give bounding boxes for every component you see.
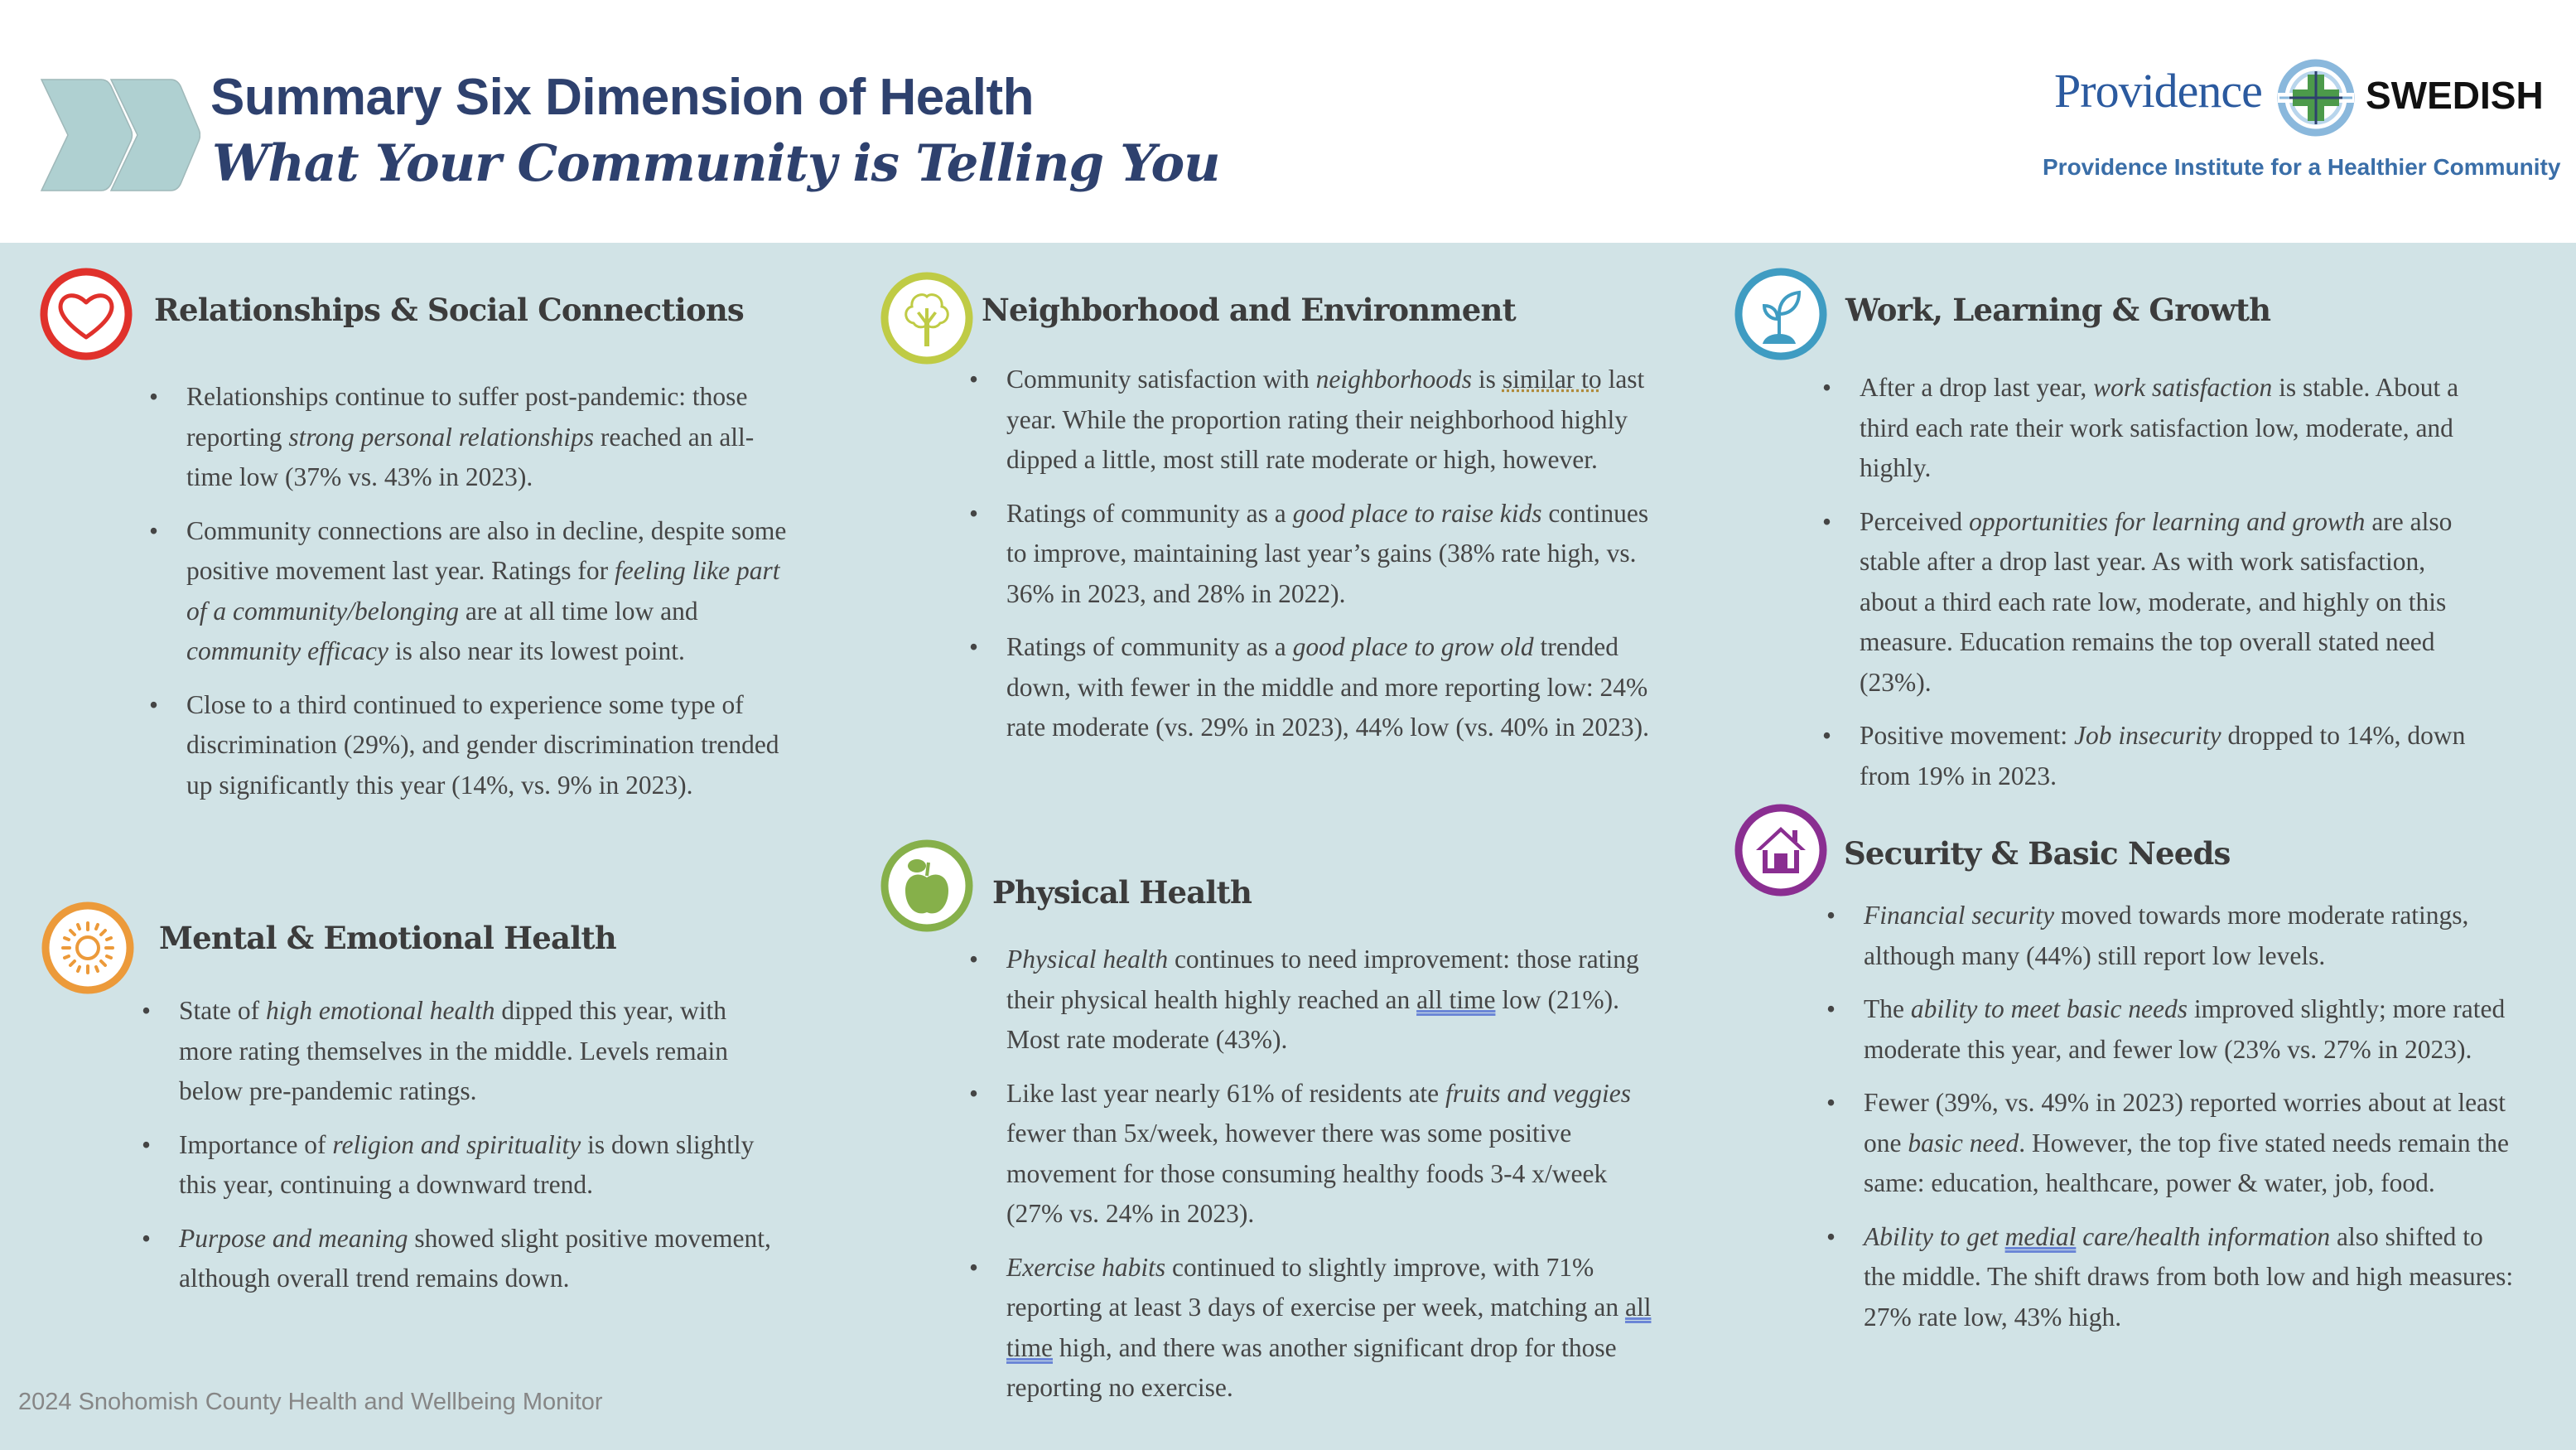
bullet-item [179, 1219, 784, 1299]
bullet-text: also shifted to the middle. The shift draws from both low and high measures: 27% rate low, 43% high. [1864, 1221, 2514, 1332]
swedish-cross-logo-icon [2276, 58, 2356, 138]
bullet-text: is stable. About a third each rate their work satisfaction low, moderate, and highly. [1860, 373, 2459, 482]
bullet-text: Community connections are also in decline, despite some positive movement last year. Ratings for [186, 515, 787, 585]
emphasized-text: Financial security [1864, 901, 2055, 930]
bullet-text: showed slight positive movement, although overall trend remains down. [179, 1223, 771, 1293]
header-banner [0, 0, 2576, 243]
bullet-item [1864, 1083, 2518, 1204]
emphasized-text: Job insecurity [2073, 721, 2221, 750]
emphasized-text: fruits and veggies [1445, 1078, 1632, 1108]
bullet-text: improved slightly; more rated moderate this year, and fewer low (23% vs. 27% in 2023). [1864, 994, 2506, 1064]
bullet-item [186, 511, 791, 672]
section-title: Neighborhood and Environment [982, 292, 1516, 328]
bullet-text: continued to slightly improve, with 71% reporting at least 3 days of exercise per week, matching an [1006, 1252, 1625, 1322]
bullet-item [186, 377, 791, 498]
bullet-text: Perceived [1860, 506, 1970, 536]
logo-swedish-text: SWEDISH [2366, 74, 2544, 117]
bullet-text: are also stable after a drop last year. As with work satisfaction, about a third each rate low, moderate, and highly on this measure. Education remains the top overall stated need (23%). [1860, 506, 2453, 697]
emphasized-text: opportunities for learning and growth [1969, 506, 2366, 536]
bullet-item [1006, 940, 1661, 1061]
bullet-item [1860, 368, 2472, 489]
emphasized-text: community efficacy [186, 636, 389, 665]
bullet-text: low (21%). Most rate moderate (43%). [1006, 984, 1620, 1054]
bullet-list [179, 991, 784, 1312]
bullet-list [1860, 368, 2472, 810]
section-title: Relationships & Social Connections [154, 292, 744, 328]
sprout-icon [1734, 268, 1827, 360]
footer-source: 2024 Snohomish County Health and Wellbeing Monitor [18, 1389, 603, 1415]
emphasized-text: Physical health [1006, 945, 1169, 974]
emphasized-text: good place to grow old [1292, 632, 1534, 661]
bullet-list [1006, 360, 1652, 761]
bullet-list [186, 377, 791, 819]
section-title: Mental & Emotional Health [159, 920, 616, 956]
bullet-text: last year. While the proportion rating their neighborhood highly dipped a little, most still rate moderate or high, however. [1006, 365, 1645, 474]
bullet-item [1864, 896, 2518, 976]
bullet-text: dipped this year, with more rating themselves in the middle. Levels remain below pre-pandemic ratings. [179, 996, 729, 1105]
bullet-text: reached an all-time low (37% vs. 43% in 2023). [186, 422, 755, 491]
bullet-text: Community satisfaction with [1006, 365, 1316, 394]
providence-swedish-logo [2054, 58, 2544, 138]
page-subtitle: What Your Community is Telling You [212, 134, 1220, 193]
emphasized-text: high emotional health [265, 996, 495, 1025]
bullet-text: high, and there was another significant drop for those reporting no exercise. [1006, 1332, 1617, 1402]
bullet-text: all time [1416, 984, 1496, 1014]
bullet-text: Ratings of community as a [1006, 498, 1293, 528]
bullet-text: State of [179, 996, 266, 1025]
bullet-text: all time [1006, 1293, 1652, 1362]
bullet-text: Positive movement: [1860, 721, 2074, 750]
emphasized-text: work satisfaction [2093, 373, 2273, 402]
bullet-text: The [1864, 994, 1911, 1023]
section-title: Work, Learning & Growth [1845, 292, 2271, 328]
emphasized-text: basic need [1908, 1128, 2019, 1158]
emphasized-text: neighborhoods [1315, 365, 1473, 394]
section-title: Security & Basic Needs [1844, 835, 2231, 872]
bullet-list [1864, 896, 2518, 1351]
bullet-text: dropped to 14%, down from 19% in 2023. [1860, 721, 2466, 790]
bullet-text: Relationships continue to suffer post-pandemic: those reporting [186, 382, 748, 452]
bullet-text: trended down, with fewer in the middle and more reporting low: 24% rate moderate (vs. 29% in 2023), 44% low (vs. 40% in 2023). [1006, 632, 1649, 742]
emphasized-text: strong personal relationships [288, 422, 595, 452]
bullet-text: are at all time low and [458, 596, 698, 626]
bullet-item [1860, 716, 2472, 796]
bullet-text: is down slightly this year, continuing a downward trend. [179, 1129, 755, 1199]
double-chevron-icon [38, 78, 200, 192]
bullet-text: moved towards more moderate ratings, although many (44%) still report low levels. [1864, 901, 2469, 970]
bullet-text: fewer than 5x/week, however there was some positive movement for those consuming healthy foods 3-4 x/week (27% vs. 24% in 2023). [1006, 1119, 1608, 1228]
bullet-text: is also near its lowest point. [388, 636, 685, 665]
bullet-text: continues to need improvement: those rating their physical health highly reached an [1006, 945, 1639, 1014]
bullet-text: After a drop last year, [1860, 373, 2094, 402]
bullet-text: . However, the top five stated needs remain the same: education, healthcare, power & water, job, food. [1864, 1128, 2509, 1197]
bullet-item [1006, 1248, 1661, 1409]
bullet-text: Ratings of community as a [1006, 632, 1293, 661]
emphasized-text: Exercise habits [1006, 1252, 1166, 1282]
bullet-item [179, 1125, 784, 1206]
bullet-text: similar to [1502, 365, 1602, 394]
tree-icon [880, 272, 973, 365]
emphasized-text: religion and spirituality [332, 1129, 581, 1159]
bullet-item [179, 991, 784, 1112]
heart-icon [40, 268, 133, 360]
emphasized-text: Purpose and meaning [179, 1223, 408, 1253]
bullet-text: is [1472, 365, 1503, 394]
logo-subtitle: Providence Institute for a Healthier Community [2043, 154, 2561, 180]
bullet-text: Close to a third continued to experience some type of discrimination (29%), and gender discrimination trended up significantly this year (14%, vs. 9% in 2023). [186, 689, 779, 800]
logo-providence-text: Providence [2054, 64, 2262, 118]
emphasized-text: feeling like part of a community/belonging [186, 556, 780, 626]
bullet-text: Like last year nearly 61% of residents ate [1006, 1078, 1446, 1108]
bullet-item [1864, 1217, 2518, 1338]
bullet-item [1006, 1074, 1661, 1235]
page-title: Summary Six Dimension of Health [210, 69, 1034, 126]
apple-icon [880, 839, 973, 932]
bullet-item [1006, 494, 1652, 615]
bullet-item [1860, 502, 2472, 703]
emphasized-text: good place to raise kids [1292, 498, 1542, 528]
emphasized-text: care/health information [2076, 1221, 2331, 1251]
bullet-item [186, 685, 791, 806]
emphasized-text: Ability to get [1864, 1221, 2005, 1251]
sun-icon [41, 901, 134, 994]
bullet-text: continues to improve, maintaining last year’s gains (38% rate high, vs. 36% in 2023, and 28% in 2022). [1006, 498, 1649, 608]
bullet-item [1006, 360, 1652, 481]
emphasized-text: medial [2004, 1221, 2077, 1251]
bullet-text: Fewer (39%, vs. 49% in 2023) reported worries about at least one [1864, 1088, 2506, 1158]
emphasized-text: ability to meet basic needs [1910, 994, 2188, 1023]
bullet-list [1006, 940, 1661, 1422]
bullet-item [1864, 989, 2518, 1070]
house-icon [1734, 804, 1827, 897]
bullet-item [1006, 627, 1652, 748]
section-title: Physical Health [992, 874, 1252, 911]
bullet-text: Importance of [179, 1129, 333, 1159]
